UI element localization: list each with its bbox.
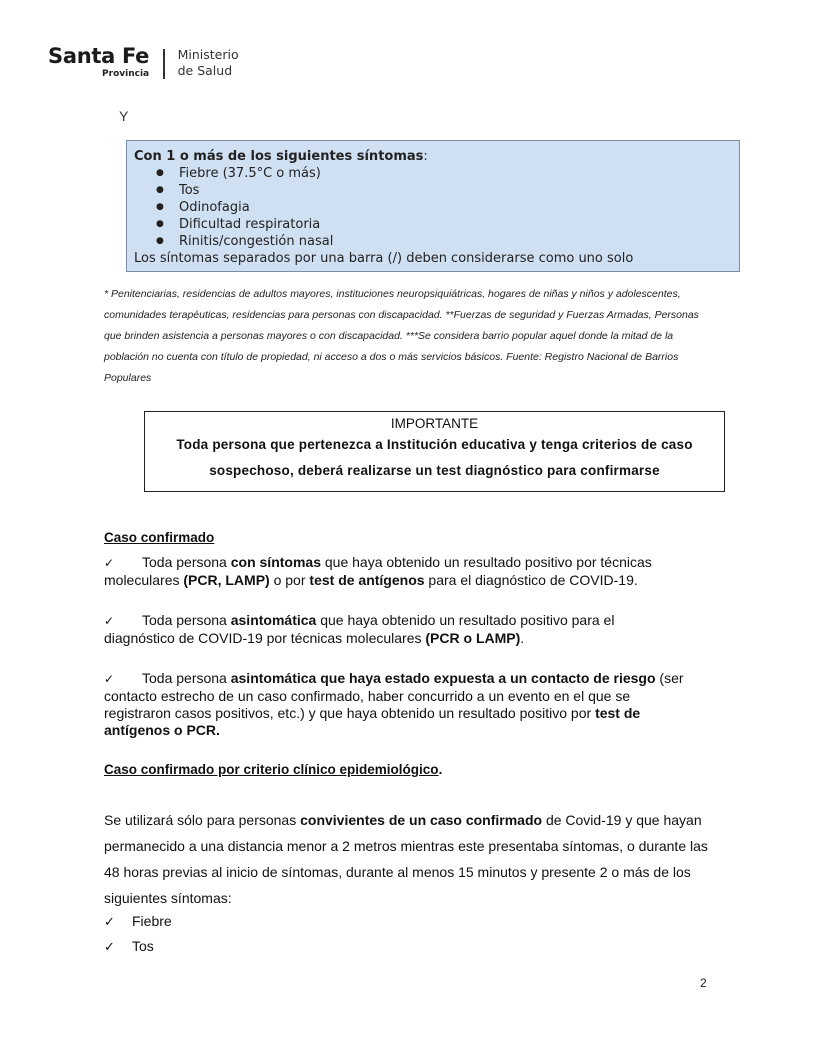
bold-run: test de antígenos <box>309 572 425 588</box>
checkmark-icon: ✓ <box>104 556 115 570</box>
symptom-item: ● Rinitis/congestión nasal <box>134 233 739 250</box>
ministry-line-1: Ministerio <box>177 47 239 62</box>
text-run: que haya obtenido un resultado positivo para el diagnóstico de COVID-19 por técnicas moleculares <box>104 612 615 646</box>
symptom-item: ● Tos <box>134 182 739 199</box>
symptoms-title-bold: Con 1 o más de los siguientes síntomas <box>134 149 424 164</box>
symptom-item: ● Odinofagia <box>134 199 739 216</box>
y-letter: Y <box>119 108 129 124</box>
bold-run: test de antígenos o PCR. <box>104 705 641 738</box>
bold-run: con síntomas <box>230 554 321 570</box>
criterio-paragraph <box>104 807 716 911</box>
section-title-caso-confirmado: Caso confirmado <box>104 530 215 545</box>
ministry-name <box>178 47 239 79</box>
header-logo <box>48 44 239 79</box>
text-run: . <box>520 630 525 646</box>
logo-divider <box>163 49 165 79</box>
criterio-item-fiebre <box>104 913 172 930</box>
page-number: 2 <box>700 976 707 990</box>
important-text: Toda persona que pertenezca a Institución educativa y tenga criterios de caso sospechoso, deberá realizarse un test diagnóstico para confirmarse <box>176 437 693 478</box>
province-label: Provincia <box>102 69 150 79</box>
checkmark-icon: ✓ <box>104 672 115 686</box>
symptoms-box <box>126 140 740 272</box>
symptoms-note: Los síntomas separados por una barra (/) deben considerarse como uno solo <box>134 251 634 266</box>
bold-run: asintomática que haya estado expuesta a un contacto de riesgo <box>230 670 656 686</box>
checkmark-icon: ✓ <box>104 614 115 628</box>
confirmed-item-3 <box>104 670 700 739</box>
text-run: (ser contacto estrecho de un caso confirmado, haber concurrido a un evento en el que se registraron casos positivos, etc.) y que haya obtenido un resultado positivo por <box>104 670 684 721</box>
checkmark-icon: ✓ <box>104 914 115 929</box>
section-title-criterio <box>104 762 442 777</box>
symptoms-title-suffix: : <box>423 149 428 164</box>
brand-block <box>48 44 149 79</box>
brand-name: Santa Fe <box>48 44 150 68</box>
criterio-item-label: Fiebre <box>132 913 172 929</box>
checkmark-icon: ✓ <box>104 939 115 954</box>
text-run: Toda persona <box>142 554 231 570</box>
symptom-item: ● Fiebre (37.5°C o más) <box>134 165 739 182</box>
criterio-title-text: Caso confirmado por criterio clínico epidemiológico <box>104 762 439 777</box>
text-run: para el diagnóstico de COVID-19. <box>424 572 638 588</box>
footnote: * Penitenciarias, residencias de adultos mayores, instituciones neuropsiquiátricas, hogares de niñas y niños y adolescentes, comunidades terapéuticas, residencias para personas con discapacidad. **Fuerzas de seguridad y Fuerzas Armadas, Personas que brinden asistencia a personas mayores o con discapacidad. ***Se considera barrio popular aquel donde la mitad de la población no cuenta con título de propiedad, ni acceso a dos o más servicios básicos. Fuente: Registro Nacional de Barrios Populares <box>104 288 699 384</box>
text-run: o por <box>269 572 310 588</box>
criterio-item-tos <box>104 938 154 955</box>
confirmed-item-1 <box>104 554 704 589</box>
symptoms-title <box>134 148 739 165</box>
important-title: IMPORTANTE <box>390 416 479 431</box>
bold-run: asintomática <box>230 612 317 628</box>
bold-run: (PCR, LAMP) <box>183 572 270 588</box>
text-run: que haya obtenido un resultado positivo por técnicas moleculares <box>104 554 652 588</box>
symptom-item: ● Dificultad respiratoria <box>134 216 739 233</box>
bold-run: convivientes de un caso confirmado <box>300 812 543 828</box>
text-run: de Covid-19 y que hayan permanecido a una distancia menor a 2 metros mientras este presentaba síntomas, o durante las 48 horas previas al inicio de síntomas, durante al menos 15 minutos y presente 2 o más de los siguientes síntomas: <box>104 812 708 906</box>
important-box <box>144 411 725 492</box>
bold-run: (PCR o LAMP) <box>425 630 521 646</box>
symptoms-list <box>134 165 739 250</box>
text-run: Toda persona <box>142 612 231 628</box>
ministry-line-2: de Salud <box>177 63 233 78</box>
criterio-title-suffix: . <box>438 762 443 777</box>
text-run: Toda persona <box>142 670 231 686</box>
criterio-item-label: Tos <box>132 938 154 954</box>
confirmed-item-2 <box>104 612 664 647</box>
text-run: Se utilizará sólo para personas <box>104 812 301 828</box>
